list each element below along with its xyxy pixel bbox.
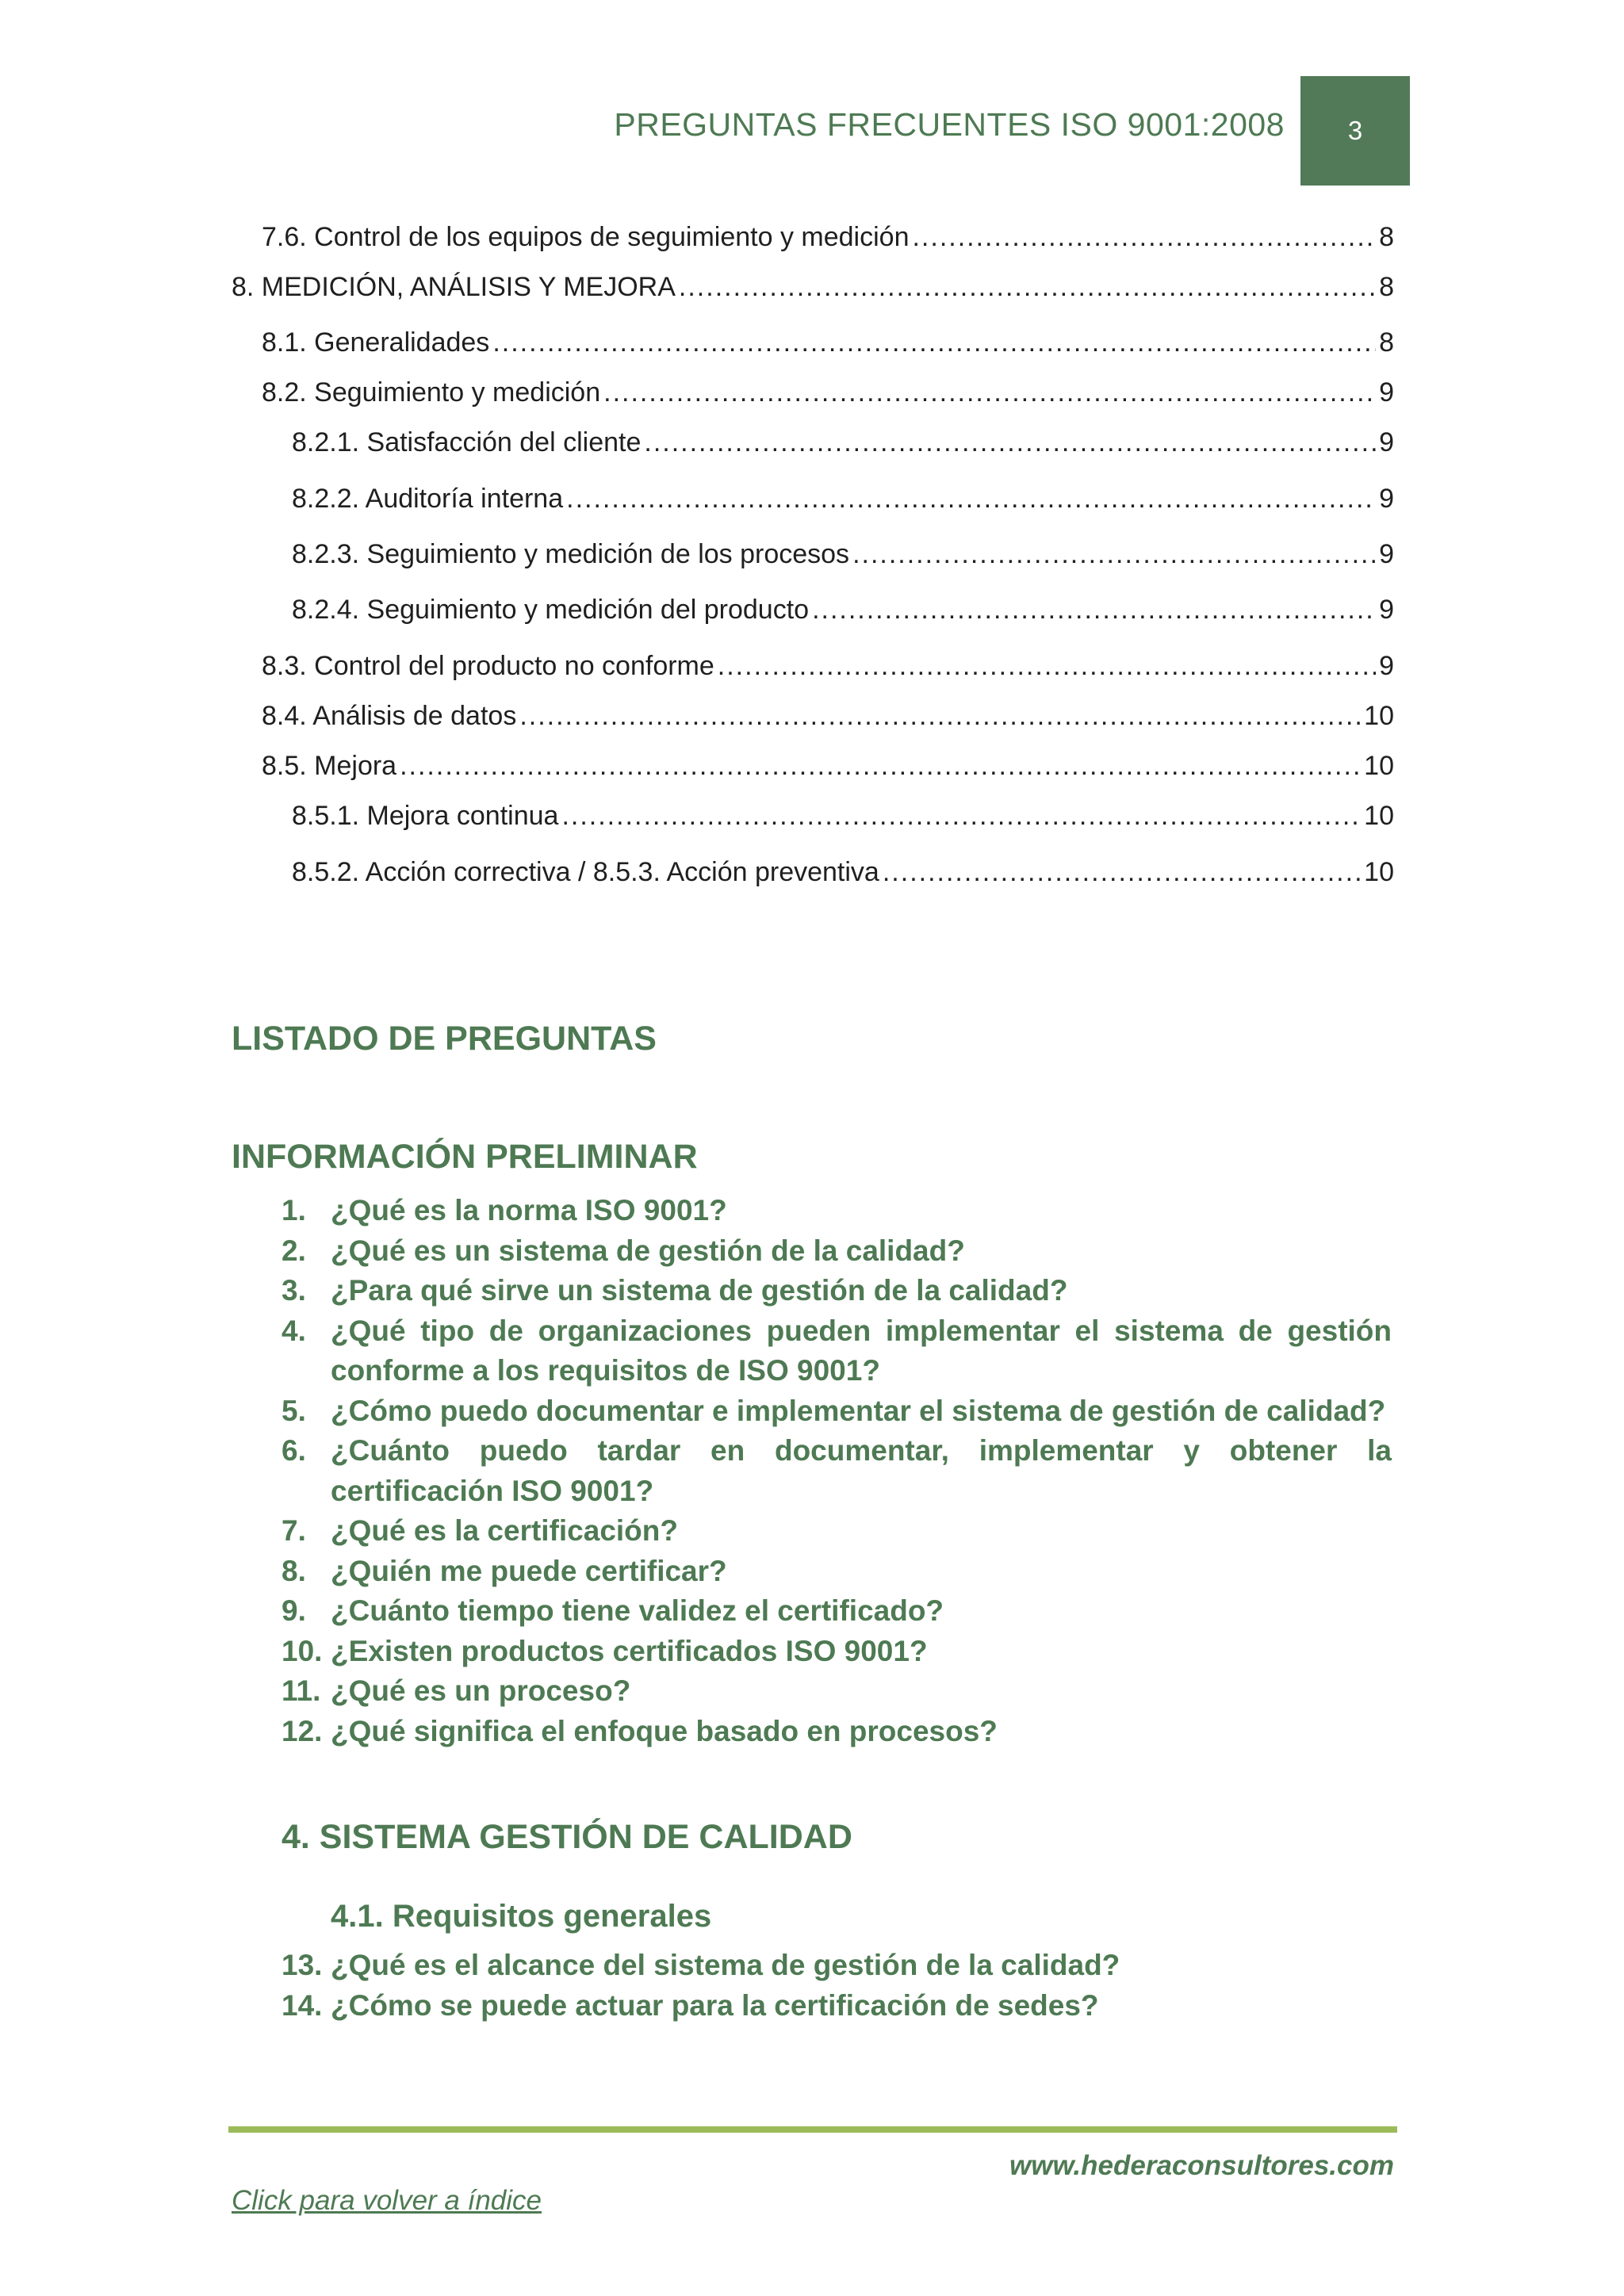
toc-leader	[644, 427, 1376, 458]
question-number: 10.	[282, 1634, 323, 1667]
back-to-index-link[interactable]: Click para volver a índice	[232, 2185, 542, 2216]
question-text: ¿Existen productos certificados ISO 9001?	[331, 1634, 928, 1667]
toc-leader	[812, 595, 1376, 626]
question-item[interactable]	[282, 1431, 1392, 1511]
toc-entry[interactable]	[232, 272, 1394, 312]
toc-entry-page: 9	[1379, 484, 1394, 514]
question-item[interactable]	[282, 1946, 1392, 1986]
listado-heading: LISTADO DE PREGUNTAS	[232, 1020, 657, 1058]
toc-leader	[852, 539, 1376, 570]
question-number: 13.	[282, 1949, 323, 1981]
toc-entry-title: 8.3. Control del producto no conforme	[262, 651, 714, 681]
toc-entry[interactable]	[262, 377, 1394, 417]
toc-entry-title: 8. MEDICIÓN, ANÁLISIS Y MEJORA	[232, 272, 676, 302]
toc-entry-page: 9	[1379, 595, 1394, 625]
toc-entry-title: 8.1. Generalidades	[262, 327, 490, 358]
question-item[interactable]	[282, 1231, 1392, 1272]
toc-entry[interactable]	[262, 701, 1394, 740]
toc-leader	[400, 751, 1361, 782]
toc-leader	[883, 857, 1361, 888]
question-item[interactable]	[282, 1311, 1392, 1391]
question-text: ¿Qué tipo de organizaciones pueden implementar el sistema de gestión conforme a los requisitos de ISO 9001?	[331, 1314, 1392, 1387]
page-number: 3	[1347, 116, 1363, 145]
toc-entry-title: 8.2.4. Seguimiento y medición del producto	[292, 595, 810, 625]
question-item[interactable]	[282, 1511, 1392, 1552]
toc-entry-page: 8	[1379, 327, 1394, 358]
question-item[interactable]	[282, 1191, 1392, 1231]
toc-entry-page: 9	[1379, 377, 1394, 408]
toc-entry-page: 10	[1364, 801, 1394, 831]
question-item[interactable]	[282, 1712, 1392, 1752]
question-text: ¿Qué significa el enfoque basado en procesos?	[331, 1714, 998, 1747]
question-text: ¿Para qué sirve un sistema de gestión de la calidad?	[331, 1274, 1068, 1307]
toc-leader	[912, 222, 1376, 253]
question-text: ¿Cómo se puede actuar para la certificación de sedes?	[331, 1988, 1099, 2022]
toc-leader	[492, 327, 1376, 358]
toc-leader	[679, 272, 1376, 303]
question-item[interactable]	[282, 1591, 1392, 1632]
question-number: 12.	[282, 1714, 323, 1747]
toc-entry[interactable]	[262, 222, 1394, 262]
toc-entry[interactable]	[262, 751, 1394, 790]
question-text: ¿Qué es el alcance del sistema de gestión de la calidad?	[331, 1949, 1120, 1981]
toc-entry[interactable]	[292, 427, 1394, 467]
question-text: ¿Cuánto tiempo tiene validez el certificado?	[331, 1594, 944, 1627]
toc-entry-title: 8.5. Mejora	[262, 751, 397, 781]
toc-entry-title: 7.6. Control de los equipos de seguimiento y medición	[262, 222, 910, 252]
question-item[interactable]	[282, 1271, 1392, 1311]
toc-entry-page: 10	[1364, 751, 1394, 781]
toc-entry-title: 8.5.2. Acción correctiva / 8.5.3. Acción preventiva	[292, 857, 879, 887]
question-text: ¿Qué es la norma ISO 9001?	[331, 1194, 727, 1226]
question-text: ¿Cuánto puedo tardar en documentar, implementar y obtener la certificación ISO 9001?	[331, 1434, 1392, 1507]
question-item[interactable]	[282, 1552, 1392, 1592]
footer-website[interactable]: www.hederaconsultores.com	[1009, 2150, 1394, 2181]
question-item[interactable]	[282, 1632, 1392, 1672]
question-number: 11.	[282, 1674, 321, 1707]
toc-entry-title: 8.2.1. Satisfacción del cliente	[292, 427, 642, 457]
preliminar-heading: INFORMACIÓN PRELIMINAR	[232, 1138, 698, 1176]
question-number: 3.	[282, 1274, 306, 1307]
toc-entry[interactable]	[292, 857, 1394, 897]
toc-entry[interactable]	[292, 539, 1394, 579]
question-number: 6.	[282, 1434, 306, 1467]
toc-entry[interactable]	[262, 651, 1394, 691]
question-text: ¿Cómo puedo documentar e implementar el sistema de gestión de calidad?	[331, 1394, 1386, 1427]
toc-entry-title: 8.2.2. Auditoría interna	[292, 484, 564, 514]
requisitos-subheading: 4.1. Requisitos generales	[331, 1899, 712, 1934]
toc-leader	[519, 701, 1361, 732]
question-number: 4.	[282, 1314, 306, 1347]
toc-leader	[603, 377, 1376, 408]
toc-entry[interactable]	[292, 801, 1394, 840]
toc-entry-page: 10	[1364, 857, 1394, 887]
question-text: ¿Quién me puede certificar?	[331, 1554, 727, 1587]
question-text: ¿Qué es un proceso?	[331, 1674, 631, 1707]
question-number: 9.	[282, 1594, 306, 1627]
toc-entry-page: 9	[1379, 651, 1394, 681]
footer-rule	[228, 2126, 1397, 2133]
question-number: 1.	[282, 1194, 306, 1226]
toc-entry-page: 8	[1379, 272, 1394, 302]
toc-entry[interactable]	[292, 484, 1394, 523]
question-number: 5.	[282, 1394, 306, 1427]
toc-entry-title: 8.2.3. Seguimiento y medición de los procesos	[292, 539, 850, 569]
toc-entry-title: 8.5.1. Mejora continua	[292, 801, 559, 831]
question-item[interactable]	[282, 1391, 1392, 1432]
toc-entry-page: 9	[1379, 427, 1394, 457]
preliminar-question-list	[282, 1191, 1392, 1751]
question-number: 7.	[282, 1514, 306, 1547]
toc-entry[interactable]	[292, 595, 1394, 634]
toc-entry-page: 9	[1379, 539, 1394, 569]
toc-leader	[566, 484, 1376, 515]
sistema-heading: 4. SISTEMA GESTIÓN DE CALIDAD	[282, 1818, 852, 1856]
running-header-title: PREGUNTAS FRECUENTES ISO 9001:2008	[614, 106, 1285, 143]
toc-entry[interactable]	[262, 327, 1394, 367]
question-number: 2.	[282, 1234, 306, 1267]
toc-leader	[718, 651, 1376, 682]
toc-leader	[561, 801, 1361, 832]
toc-entry-title: 8.4. Análisis de datos	[262, 701, 517, 731]
question-text: ¿Qué es la certificación?	[331, 1514, 678, 1547]
question-item[interactable]	[282, 1986, 1392, 2026]
question-item[interactable]	[282, 1671, 1392, 1712]
question-number: 8.	[282, 1554, 306, 1587]
toc-entry-page: 10	[1364, 701, 1394, 731]
question-number: 14.	[282, 1988, 323, 2022]
page-number-badge	[1300, 76, 1410, 186]
sistema-question-list	[282, 1946, 1392, 2026]
question-text: ¿Qué es un sistema de gestión de la calidad?	[331, 1234, 965, 1267]
toc-entry-title: 8.2. Seguimiento y medición	[262, 377, 601, 408]
toc-entry-page: 8	[1379, 222, 1394, 252]
